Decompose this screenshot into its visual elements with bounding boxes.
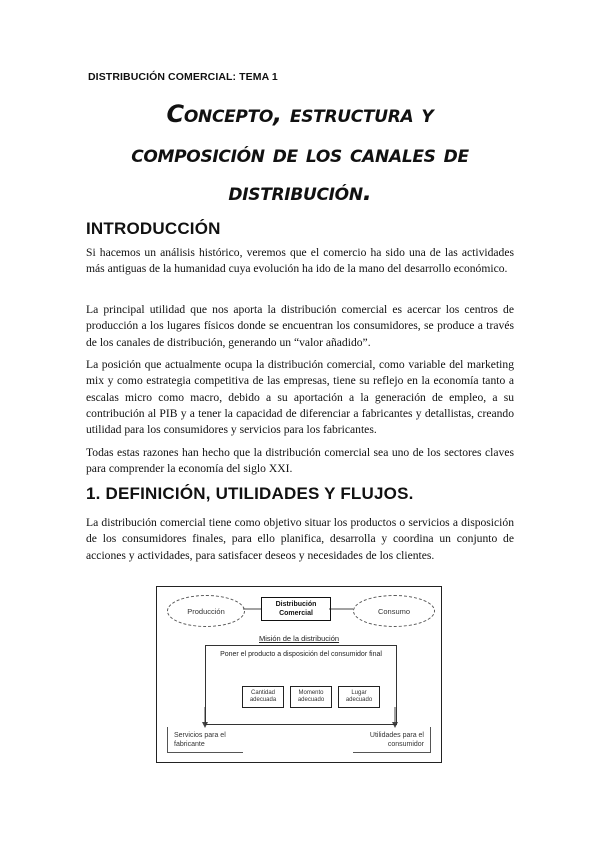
momento-box — [290, 686, 332, 708]
utilidades-box — [353, 727, 431, 753]
paragraph-1: Si hacemos un análisis histórico, veremos que el comercio ha sido una de las actividades más antiguas de la humanidad cuya evolución ha ido de la mano del desarrollo económico. — [86, 246, 514, 276]
produccion-label: Producción — [187, 606, 225, 616]
distribucion-node — [261, 597, 331, 621]
document-title-line-2: composición de los canales de — [131, 140, 469, 168]
section-heading-introduccion: INTRODUCCIÓN — [86, 219, 221, 238]
lugar-label: Lugar adecuado — [345, 689, 373, 703]
lugar-box — [338, 686, 380, 708]
distribucion-label: Distribución Comercial — [275, 601, 317, 617]
mision-label: Misión de la distribución — [259, 634, 340, 643]
paragraph-2: La principal utilidad que nos aporta la distribución comercial es acercar los centros de producción a los lugares físicos donde se encuentran los consumidores, se produce a través de los canales de distribución, generando un “valor añadido”. — [86, 303, 514, 349]
document-title-line-1: Concepto, estructura y — [166, 100, 434, 128]
produccion-node — [167, 595, 245, 627]
paragraph-4: Todas estas razones han hecho que la distribución comercial sea uno de los sectores claves para comprender la economía del siglo XXI. — [86, 446, 514, 476]
servicios-box — [167, 727, 243, 753]
course-header: DISTRIBUCIÓN COMERCIAL: TEMA 1 — [88, 71, 278, 83]
section-heading-definicion: 1. DEFINICIÓN, UTILIDADES Y FLUJOS. — [86, 484, 414, 503]
paragraph-3: La posición que actualmente ocupa la distribución comercial, como variable del marketing mix y como estrategia competitiva de las empresas, tiene su reflejo en la economía tanto a escalas micro como macro, debido a su aportación a la generación de empleo, a su contribución al PIB y a tener la capacidad de diferenciar a fabricantes y detallistas, creando utilidad para los consumidores y servicios para los fabricantes. — [86, 358, 514, 437]
consumo-node — [353, 595, 435, 627]
cantidad-label: Cantidad adecuada — [249, 689, 277, 703]
mision-box — [205, 645, 397, 725]
distribution-diagram — [156, 586, 442, 763]
document-title-line-3: distribución. — [228, 178, 372, 206]
consumo-label: Consumo — [377, 606, 411, 616]
cantidad-box — [242, 686, 284, 708]
paragraph-5: La distribución comercial tiene como objetivo situar los productos o servicios a disposición de los consumidores finales, para ello planifica, desarrolla y coordina un conjunto de acciones y actividades, para satisfacer deseos y necesidades de los clientes. — [86, 516, 514, 562]
servicios-label: Servicios para el fabricante — [174, 732, 226, 748]
poner-label: Poner el producto a disposición del consumidor final — [220, 651, 382, 658]
utilidades-label: Utilidades para el consumidor — [369, 732, 424, 748]
momento-label: Momento adecuado — [297, 689, 325, 703]
